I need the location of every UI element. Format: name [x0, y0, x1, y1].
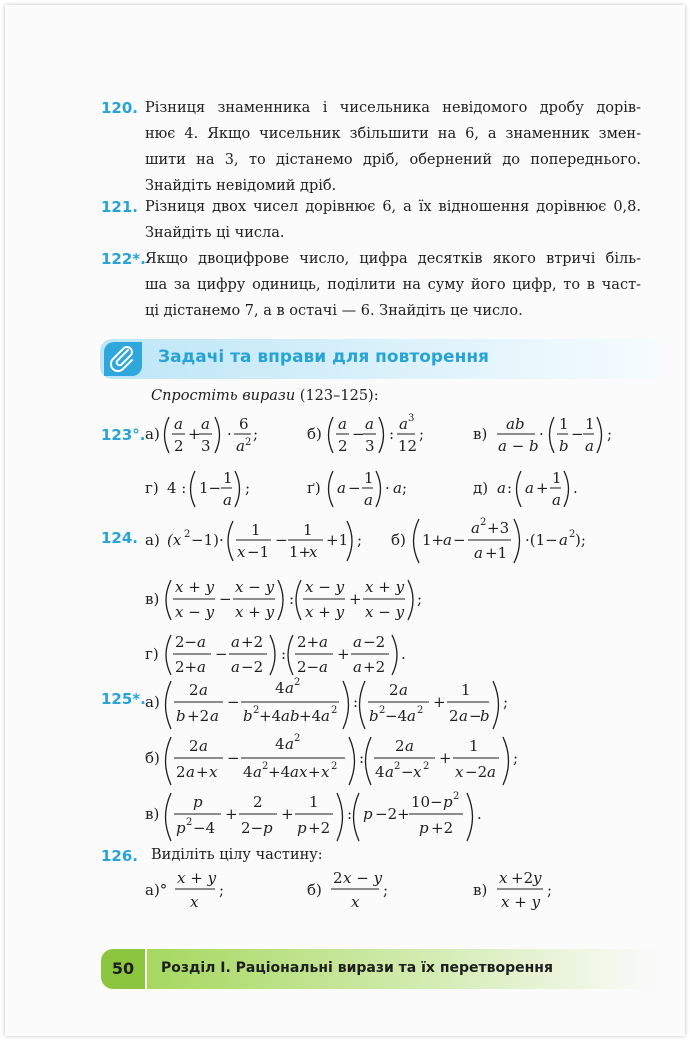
svg-text:a: a — [319, 658, 328, 676]
svg-text:3: 3 — [201, 437, 211, 455]
svg-text:3: 3 — [408, 413, 415, 424]
svg-text:+4: +4 — [299, 707, 322, 725]
svg-text:a − b: a − b — [498, 437, 539, 455]
svg-text:1: 1 — [585, 415, 595, 433]
svg-text:−4: −4 — [193, 819, 216, 837]
svg-text:;: ; — [357, 531, 363, 549]
page-number: 50 — [101, 949, 145, 989]
section-title: Задачі та вправи для повторення — [158, 347, 489, 367]
svg-text:a: a — [471, 519, 480, 537]
svg-text:2: 2 — [389, 681, 399, 699]
svg-text:x − y: x − y — [235, 578, 275, 596]
svg-text::: : — [289, 590, 295, 608]
svg-text:;: ; — [253, 425, 259, 443]
svg-text:−: − — [275, 531, 288, 549]
svg-text:−: − — [227, 693, 240, 711]
svg-text:2: 2 — [189, 737, 199, 755]
svg-text:+2: +2 — [187, 707, 210, 725]
svg-text:a: a — [338, 415, 347, 433]
svg-text:г): г) — [145, 645, 159, 663]
svg-text:a: a — [385, 763, 394, 781]
problem-126-text: Виділіть цілу частину: — [151, 847, 323, 863]
text-line: Якщо двоцифрове число, цифра десятків якого втричі біль- — [145, 251, 641, 267]
svg-text:−: − — [469, 707, 482, 725]
svg-text:p: p — [363, 805, 373, 823]
svg-text::: : — [359, 749, 365, 767]
svg-text:2: 2 — [480, 517, 487, 528]
svg-text:−2: −2 — [241, 658, 264, 676]
svg-text:a: a — [174, 415, 183, 433]
svg-text:1: 1 — [251, 521, 261, 539]
instruction-label: Спростіть вирази — [151, 388, 296, 404]
formula-125-row1 — [143, 673, 643, 735]
svg-text:1: 1 — [364, 469, 374, 487]
svg-text:x: x — [351, 893, 360, 911]
svg-text:+2: +2 — [241, 633, 264, 651]
text-line: ці дістанемо 7, а в остачі — 6. Знайдіть це число. — [145, 303, 523, 319]
svg-text:a: a — [459, 707, 468, 725]
svg-text:2: 2 — [394, 761, 401, 772]
svg-text:.: . — [401, 645, 406, 663]
svg-text:2: 2 — [453, 791, 460, 802]
svg-text:x − y: x − y — [305, 578, 345, 596]
svg-text:1: 1 — [309, 793, 319, 811]
svg-text:−: − — [219, 590, 232, 608]
svg-text:а): а) — [145, 425, 160, 443]
svg-text:2−: 2− — [175, 633, 198, 651]
svg-text:1: 1 — [559, 415, 569, 433]
svg-text:a: a — [337, 479, 346, 497]
formula-124-row2 — [143, 572, 643, 630]
svg-text:−: − — [215, 645, 228, 663]
svg-text:a: a — [199, 681, 208, 699]
svg-text:2: 2 — [569, 529, 576, 540]
text-line: Знайдіть ці числа. — [145, 225, 285, 241]
svg-text:(x: (x — [167, 531, 182, 549]
problem-number: 126. — [101, 847, 139, 865]
svg-text:x − y: x − y — [175, 603, 215, 621]
svg-text:2: 2 — [189, 681, 199, 699]
problem-120-text — [145, 95, 641, 199]
svg-text:+: + — [281, 805, 294, 823]
svg-text:10−: 10− — [411, 793, 443, 811]
svg-text:ax: ax — [290, 763, 308, 781]
paperclip-icon — [104, 342, 142, 376]
instruction — [151, 388, 379, 404]
svg-text:+: + — [188, 425, 201, 443]
svg-text:a: a — [197, 633, 206, 651]
svg-text:x: x — [455, 763, 464, 781]
svg-text:a: a — [559, 531, 568, 549]
svg-text:2: 2 — [253, 705, 260, 716]
svg-text:+1: +1 — [326, 531, 349, 549]
svg-text:+2: +2 — [363, 658, 386, 676]
problem-121-text — [145, 194, 641, 246]
svg-text:·: · — [539, 425, 544, 443]
svg-text:+: + — [196, 763, 209, 781]
svg-text:в): в) — [145, 805, 160, 823]
svg-text:a: a — [285, 735, 294, 753]
svg-text:x + y: x + y — [305, 603, 345, 621]
text-line: шити на 3, то дістанемо дріб, обернений до попереднього. — [145, 152, 641, 168]
svg-text:2: 2 — [449, 707, 459, 725]
svg-text:a: a — [487, 763, 496, 781]
svg-text:b: b — [243, 707, 253, 725]
svg-text:−: − — [401, 763, 414, 781]
svg-text::: : — [507, 479, 513, 497]
svg-text:b: b — [480, 707, 490, 725]
svg-text:+3: +3 — [487, 519, 510, 537]
svg-text:2: 2 — [333, 869, 343, 887]
svg-text:a: a — [223, 491, 232, 509]
svg-text:p: p — [419, 819, 429, 837]
svg-text:a: a — [186, 763, 195, 781]
svg-text:ab: ab — [506, 415, 525, 433]
svg-text:2+: 2+ — [297, 633, 320, 651]
svg-text:+: + — [308, 763, 321, 781]
svg-text:a: a — [285, 679, 294, 697]
svg-text:a: a — [231, 633, 240, 651]
svg-text:д): д) — [473, 479, 489, 497]
formula-123-row1 — [143, 407, 643, 463]
svg-text:1+: 1+ — [289, 543, 312, 561]
svg-text:p: p — [176, 819, 186, 837]
svg-text:2: 2 — [379, 705, 386, 716]
svg-text:a: a — [399, 681, 408, 699]
svg-text:2: 2 — [294, 733, 301, 744]
svg-text:x: x — [321, 763, 330, 781]
svg-text:;: ; — [219, 881, 225, 899]
problem-number: 124. — [101, 529, 139, 547]
svg-text:б): б) — [307, 881, 322, 899]
svg-text:2: 2 — [331, 761, 338, 772]
svg-text:−: − — [227, 749, 240, 767]
formula-125-row3 — [143, 785, 643, 847]
svg-text:2: 2 — [176, 763, 186, 781]
svg-text:a: a — [497, 479, 506, 497]
svg-text:12: 12 — [398, 437, 418, 455]
svg-text:2: 2 — [417, 705, 424, 716]
svg-text::: : — [353, 693, 359, 711]
svg-text:−2: −2 — [363, 633, 386, 651]
svg-text:x + y: x + y — [235, 603, 275, 621]
svg-text:4: 4 — [275, 679, 285, 697]
svg-text:·(1−: ·(1− — [525, 531, 558, 549]
svg-text:a: a — [353, 658, 362, 676]
svg-text:б): б) — [307, 425, 322, 443]
svg-text:б): б) — [145, 749, 160, 767]
svg-text:4: 4 — [275, 735, 285, 753]
svg-text:x: x — [209, 763, 218, 781]
svg-text:−4: −4 — [385, 707, 408, 725]
svg-text:2: 2 — [338, 437, 348, 455]
svg-text:а): а) — [145, 531, 160, 549]
svg-text:+1: +1 — [485, 544, 508, 562]
svg-text:г): г) — [145, 479, 159, 497]
svg-text:+: + — [225, 805, 238, 823]
svg-text:a: a — [353, 633, 362, 651]
text-line: Знайдіть невідомий дріб. — [145, 178, 337, 194]
svg-text:a: a — [319, 633, 328, 651]
svg-text:−: − — [348, 479, 361, 497]
chapter-bar — [147, 949, 661, 989]
svg-text:ґ): ґ) — [307, 479, 321, 497]
svg-text:−2: −2 — [465, 763, 488, 781]
svg-text:1: 1 — [469, 737, 479, 755]
svg-text:x − y: x − y — [343, 869, 383, 887]
svg-text:;: ; — [513, 749, 519, 767]
svg-text:p: p — [193, 793, 203, 811]
svg-text:a: a — [236, 437, 245, 455]
svg-text:·: · — [227, 425, 232, 443]
svg-text::: : — [281, 645, 287, 663]
svg-text:a: a — [364, 491, 373, 509]
svg-text:а)°: а)° — [145, 881, 168, 899]
svg-text:4: 4 — [243, 763, 253, 781]
svg-text:;: ; — [547, 881, 553, 899]
svg-text:в): в) — [473, 425, 488, 443]
svg-text:2: 2 — [331, 705, 338, 716]
svg-text:2: 2 — [186, 817, 193, 828]
problem-number: 121. — [101, 198, 139, 216]
text-line: Різниця знаменника і чисельника невідомого дробу дорів- — [145, 100, 641, 116]
svg-text:;: ; — [383, 881, 389, 899]
instruction-range: (123–125): — [299, 388, 379, 404]
svg-text:+2: +2 — [511, 869, 534, 887]
svg-text::: : — [389, 425, 395, 443]
svg-text:2: 2 — [294, 677, 301, 688]
svg-text:a: a — [199, 737, 208, 755]
svg-text:4: 4 — [375, 763, 385, 781]
problem-number: 125*. — [101, 690, 146, 708]
svg-text:−2+: −2+ — [375, 805, 410, 823]
svg-text:a: a — [393, 479, 402, 497]
svg-text:2−: 2− — [241, 819, 264, 837]
svg-text:в): в) — [473, 881, 488, 899]
formula-126 — [143, 865, 643, 921]
svg-text:b: b — [559, 437, 569, 455]
text-line: Різниця двох чисел дорівнює 6, а їх відношення дорівнює 0,8. — [145, 199, 641, 215]
svg-text:a: a — [210, 707, 219, 725]
text-line: нює 4. Якщо чисельник збільшити на 6, а знаменник змен- — [145, 126, 641, 142]
svg-text::: : — [347, 805, 353, 823]
svg-text:x − y: x − y — [365, 603, 405, 621]
svg-text:a: a — [399, 415, 408, 433]
svg-text:2: 2 — [253, 793, 263, 811]
svg-text:1: 1 — [303, 521, 313, 539]
svg-text:x: x — [413, 763, 422, 781]
svg-text:1+: 1+ — [422, 531, 445, 549]
svg-text:б): б) — [391, 531, 406, 549]
text-line: ша за цифру одиниць, поділити на суму його цифр, то в част- — [145, 277, 641, 293]
problem-number: 123°. — [101, 426, 146, 444]
problem-122-text — [145, 246, 641, 324]
section-header — [100, 339, 660, 379]
svg-text:a: a — [525, 479, 534, 497]
svg-text:a: a — [365, 415, 374, 433]
svg-text:2: 2 — [174, 437, 184, 455]
svg-text:x: x — [237, 543, 246, 561]
svg-text:x + y: x + y — [501, 893, 541, 911]
svg-text:a: a — [321, 707, 330, 725]
svg-text:2: 2 — [184, 529, 191, 540]
svg-text:+: + — [433, 693, 446, 711]
svg-text:2−: 2− — [297, 658, 320, 676]
svg-text:−: − — [571, 425, 584, 443]
svg-text:x + y: x + y — [177, 869, 217, 887]
svg-text:1: 1 — [223, 469, 233, 487]
svg-text:в): в) — [145, 590, 160, 608]
svg-text:ab: ab — [281, 707, 300, 725]
svg-text:4 :: 4 : — [167, 479, 187, 497]
svg-text:2: 2 — [423, 761, 430, 772]
svg-text:+: + — [337, 645, 350, 663]
svg-text:a: a — [443, 531, 452, 549]
svg-text:+2: +2 — [431, 819, 454, 837]
svg-text:;: ; — [503, 693, 509, 711]
chapter-title: Розділ I. Раціональні вирази та їх перетворення — [161, 960, 553, 976]
svg-text:b: b — [369, 707, 379, 725]
svg-text:−: − — [352, 425, 365, 443]
svg-text:2: 2 — [245, 437, 252, 448]
svg-text:a: a — [407, 707, 416, 725]
svg-text:2: 2 — [395, 737, 405, 755]
svg-text:−1: −1 — [247, 543, 270, 561]
svg-text:x + y: x + y — [175, 578, 215, 596]
svg-text:1: 1 — [461, 681, 471, 699]
svg-text:+4: +4 — [259, 707, 282, 725]
svg-text:y: y — [533, 869, 542, 887]
svg-text:;: ; — [245, 479, 251, 497]
svg-text:2+: 2+ — [175, 658, 198, 676]
svg-text:x + y: x + y — [365, 578, 405, 596]
problem-number: 122*. — [101, 250, 146, 268]
svg-text:x: x — [499, 869, 508, 887]
svg-text:.: . — [573, 479, 578, 497]
svg-text:−: − — [453, 531, 466, 549]
svg-text:p: p — [443, 793, 453, 811]
page-footer — [101, 949, 661, 989]
formula-124-row1 — [143, 513, 643, 571]
svg-text:3: 3 — [365, 437, 375, 455]
svg-text:;: ; — [402, 479, 408, 497]
svg-text:x: x — [190, 893, 199, 911]
svg-text:b: b — [176, 707, 186, 725]
svg-text:a: a — [253, 763, 262, 781]
svg-text:);: ); — [575, 531, 586, 549]
svg-text:+: + — [536, 479, 549, 497]
svg-text:p: p — [263, 819, 273, 837]
svg-text:+: + — [349, 590, 362, 608]
svg-text:a: a — [474, 544, 483, 562]
svg-text:a: a — [552, 491, 561, 509]
svg-text:;: ; — [607, 425, 613, 443]
svg-text:6: 6 — [239, 415, 249, 433]
formula-123-row2 — [143, 461, 643, 517]
svg-text:2: 2 — [262, 761, 269, 772]
svg-text:a: a — [585, 437, 594, 455]
textbook-page — [5, 5, 685, 1036]
svg-text:a: a — [197, 658, 206, 676]
svg-text:1−: 1− — [199, 479, 222, 497]
svg-text:x: x — [309, 543, 318, 561]
svg-text:+4: +4 — [268, 763, 291, 781]
svg-text:.: . — [477, 805, 482, 823]
svg-text:а): а) — [145, 693, 160, 711]
formula-125-row2 — [143, 729, 643, 791]
svg-text:−1)·: −1)· — [191, 531, 224, 549]
svg-text:;: ; — [419, 425, 425, 443]
svg-text:a: a — [405, 737, 414, 755]
svg-text:a: a — [231, 658, 240, 676]
svg-text:+: + — [439, 749, 452, 767]
problem-number: 120. — [101, 99, 139, 117]
svg-text:·: · — [385, 479, 390, 497]
svg-text:1: 1 — [552, 469, 562, 487]
svg-text:p: p — [297, 819, 307, 837]
svg-text:;: ; — [417, 590, 423, 608]
svg-text:a: a — [201, 415, 210, 433]
svg-text:+2: +2 — [308, 819, 331, 837]
